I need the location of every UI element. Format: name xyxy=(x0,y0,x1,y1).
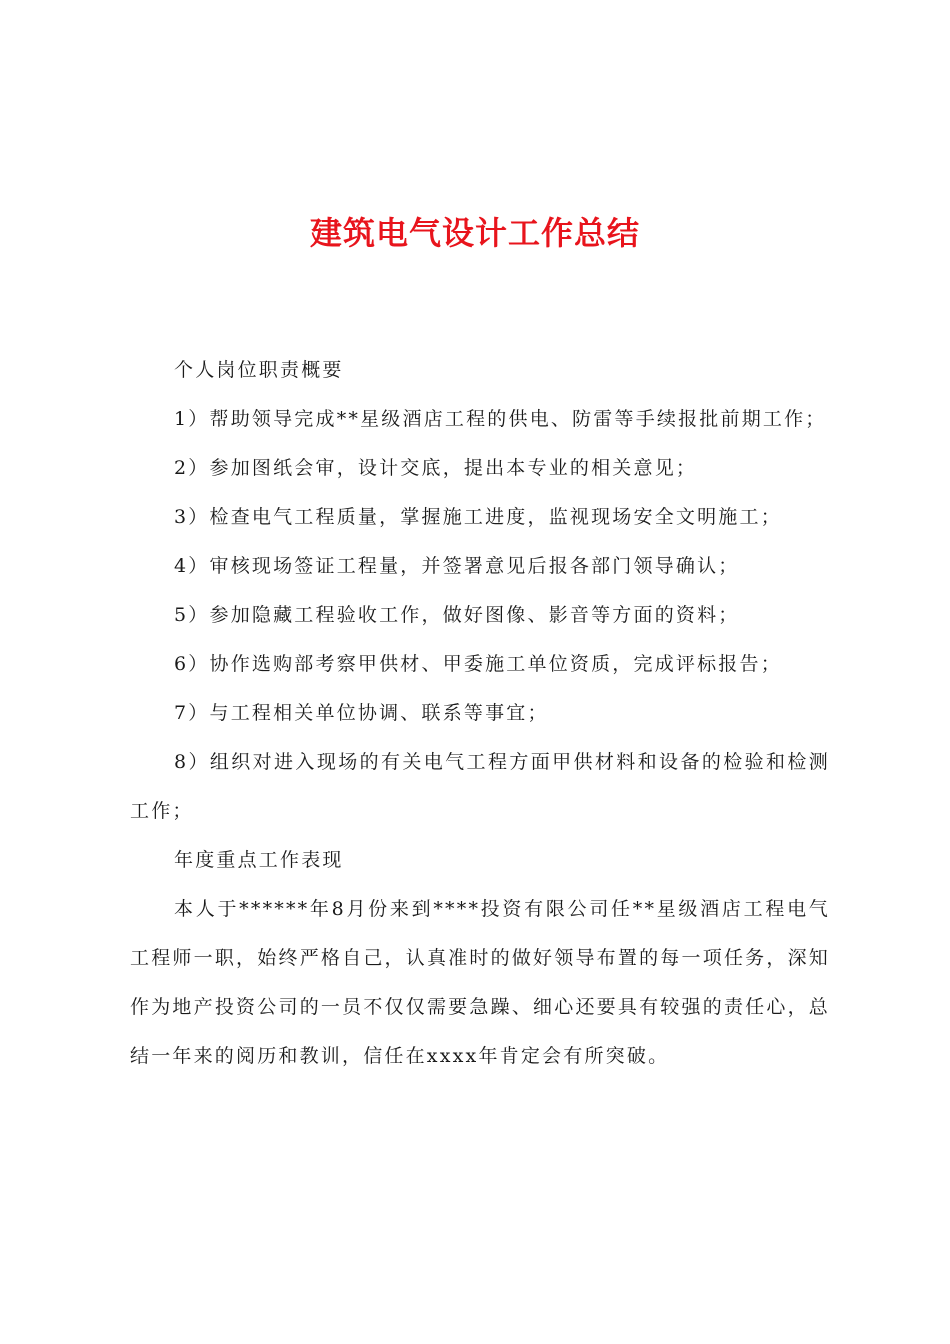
document-title: 建筑电气设计工作总结 xyxy=(309,214,640,252)
section-heading-responsibilities: 个人岗位职责概要 xyxy=(174,359,344,381)
duty-item-1: 1）帮助领导完成**星级酒店工程的供电、防雷等手续报批前期工作； xyxy=(174,408,827,430)
duty-item-8: 8）组织对进入现场的有关电气工程方面甲供材料和设备的检验和检测工作； xyxy=(130,751,830,822)
duty-item-3: 3）检查电气工程质量，掌握施工进度，监视现场安全文明施工； xyxy=(174,506,782,528)
duty-item-2: 2）参加图纸会审，设计交底，提出本专业的相关意见； xyxy=(174,457,698,479)
performance-paragraph: 本人于******年8月份来到****投资有限公司任**星级酒店工程电气工程师一职，始终严格自己，认真准时的做好领导布置的每一项任务，深知作为地产投资公司的一员不仅仅需要急躁、细心还要具有较强的责任心，总结一年来的阅历和教训，信任在xxxx年肯定会有所突破。 xyxy=(130,898,830,1067)
duty-item-7: 7）与工程相关单位协调、联系等事宜； xyxy=(174,702,549,724)
document-body xyxy=(130,346,830,1081)
section-heading-performance: 年度重点工作表现 xyxy=(174,849,344,871)
duty-item-5: 5）参加隐藏工程验收工作，做好图像、影音等方面的资料； xyxy=(174,604,740,626)
duty-item-6: 6）协作选购部考察甲供材、甲委施工单位资质，完成评标报告； xyxy=(174,653,782,675)
duty-item-4: 4）审核现场签证工程量，并签署意见后报各部门领导确认； xyxy=(174,555,740,577)
